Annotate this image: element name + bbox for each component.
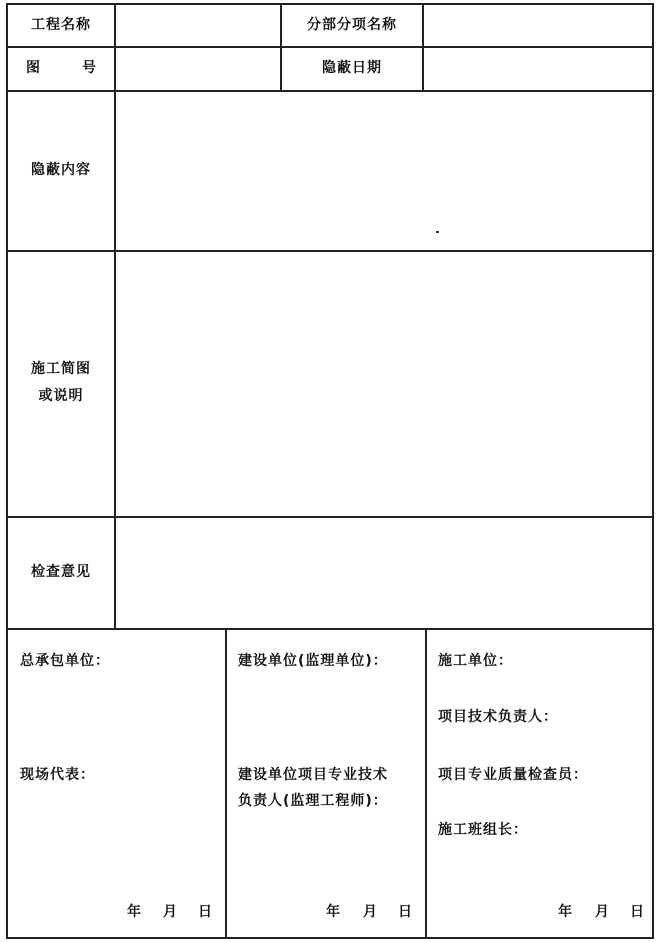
concealed-date-label: 隐蔽日期 <box>322 60 382 76</box>
owner-date-year: 年 <box>326 904 341 920</box>
construction-date-year: 年 <box>558 904 573 920</box>
project-name-label: 工程名称 <box>31 17 91 33</box>
subproject-name-label: 分部分项名称 <box>307 17 397 33</box>
row-divider-5 <box>8 628 652 630</box>
construction-tech-lead-label: 项目技术负责人： <box>438 709 558 725</box>
owner-tech-label-line2: 负责人(监理工程师)： <box>238 793 388 809</box>
general-contractor-unit-label: 总承包单位： <box>20 653 110 669</box>
drawing-no-label-b: 号 <box>82 60 97 76</box>
concealed-date-value[interactable] <box>424 48 652 90</box>
general-contractor-date-year: 年 <box>127 904 142 920</box>
construction-unit-label: 施工单位： <box>438 653 513 669</box>
sketch-label-line1: 施工简图 <box>31 361 91 377</box>
concealed-content-label: 隐蔽内容 <box>31 162 91 178</box>
owner-tech-label-line1: 建设单位项目专业技术 <box>238 767 388 783</box>
general-contractor-rep-label: 现场代表： <box>20 767 95 783</box>
inspection-area[interactable] <box>116 518 652 628</box>
inspection-label: 检查意见 <box>31 564 91 580</box>
signature-divider-left <box>225 628 227 939</box>
sketch-label-line2: 或说明 <box>38 388 84 404</box>
owner-unit-label: 建设单位(监理单位)： <box>238 653 388 669</box>
construction-date-month: 月 <box>595 904 610 920</box>
drawing-no-label-a: 图 <box>26 60 41 76</box>
drawing-no-value[interactable] <box>116 48 280 90</box>
concealed-works-inspection-form <box>6 3 654 939</box>
stray-mark <box>436 231 439 233</box>
general-contractor-date-day: 日 <box>198 904 213 920</box>
construction-date-day: 日 <box>630 904 645 920</box>
owner-date-day: 日 <box>398 904 413 920</box>
construction-team-lead-label: 施工班组长： <box>438 822 528 838</box>
construction-qc-label: 项目专业质量检查员： <box>438 767 588 783</box>
subproject-name-value[interactable] <box>424 5 652 46</box>
general-contractor-date-month: 月 <box>163 904 178 920</box>
sketch-area[interactable] <box>116 252 652 516</box>
signature-divider-right <box>425 628 427 939</box>
owner-date-month: 月 <box>363 904 378 920</box>
project-name-value[interactable] <box>116 5 280 46</box>
concealed-content-area[interactable] <box>116 92 652 250</box>
